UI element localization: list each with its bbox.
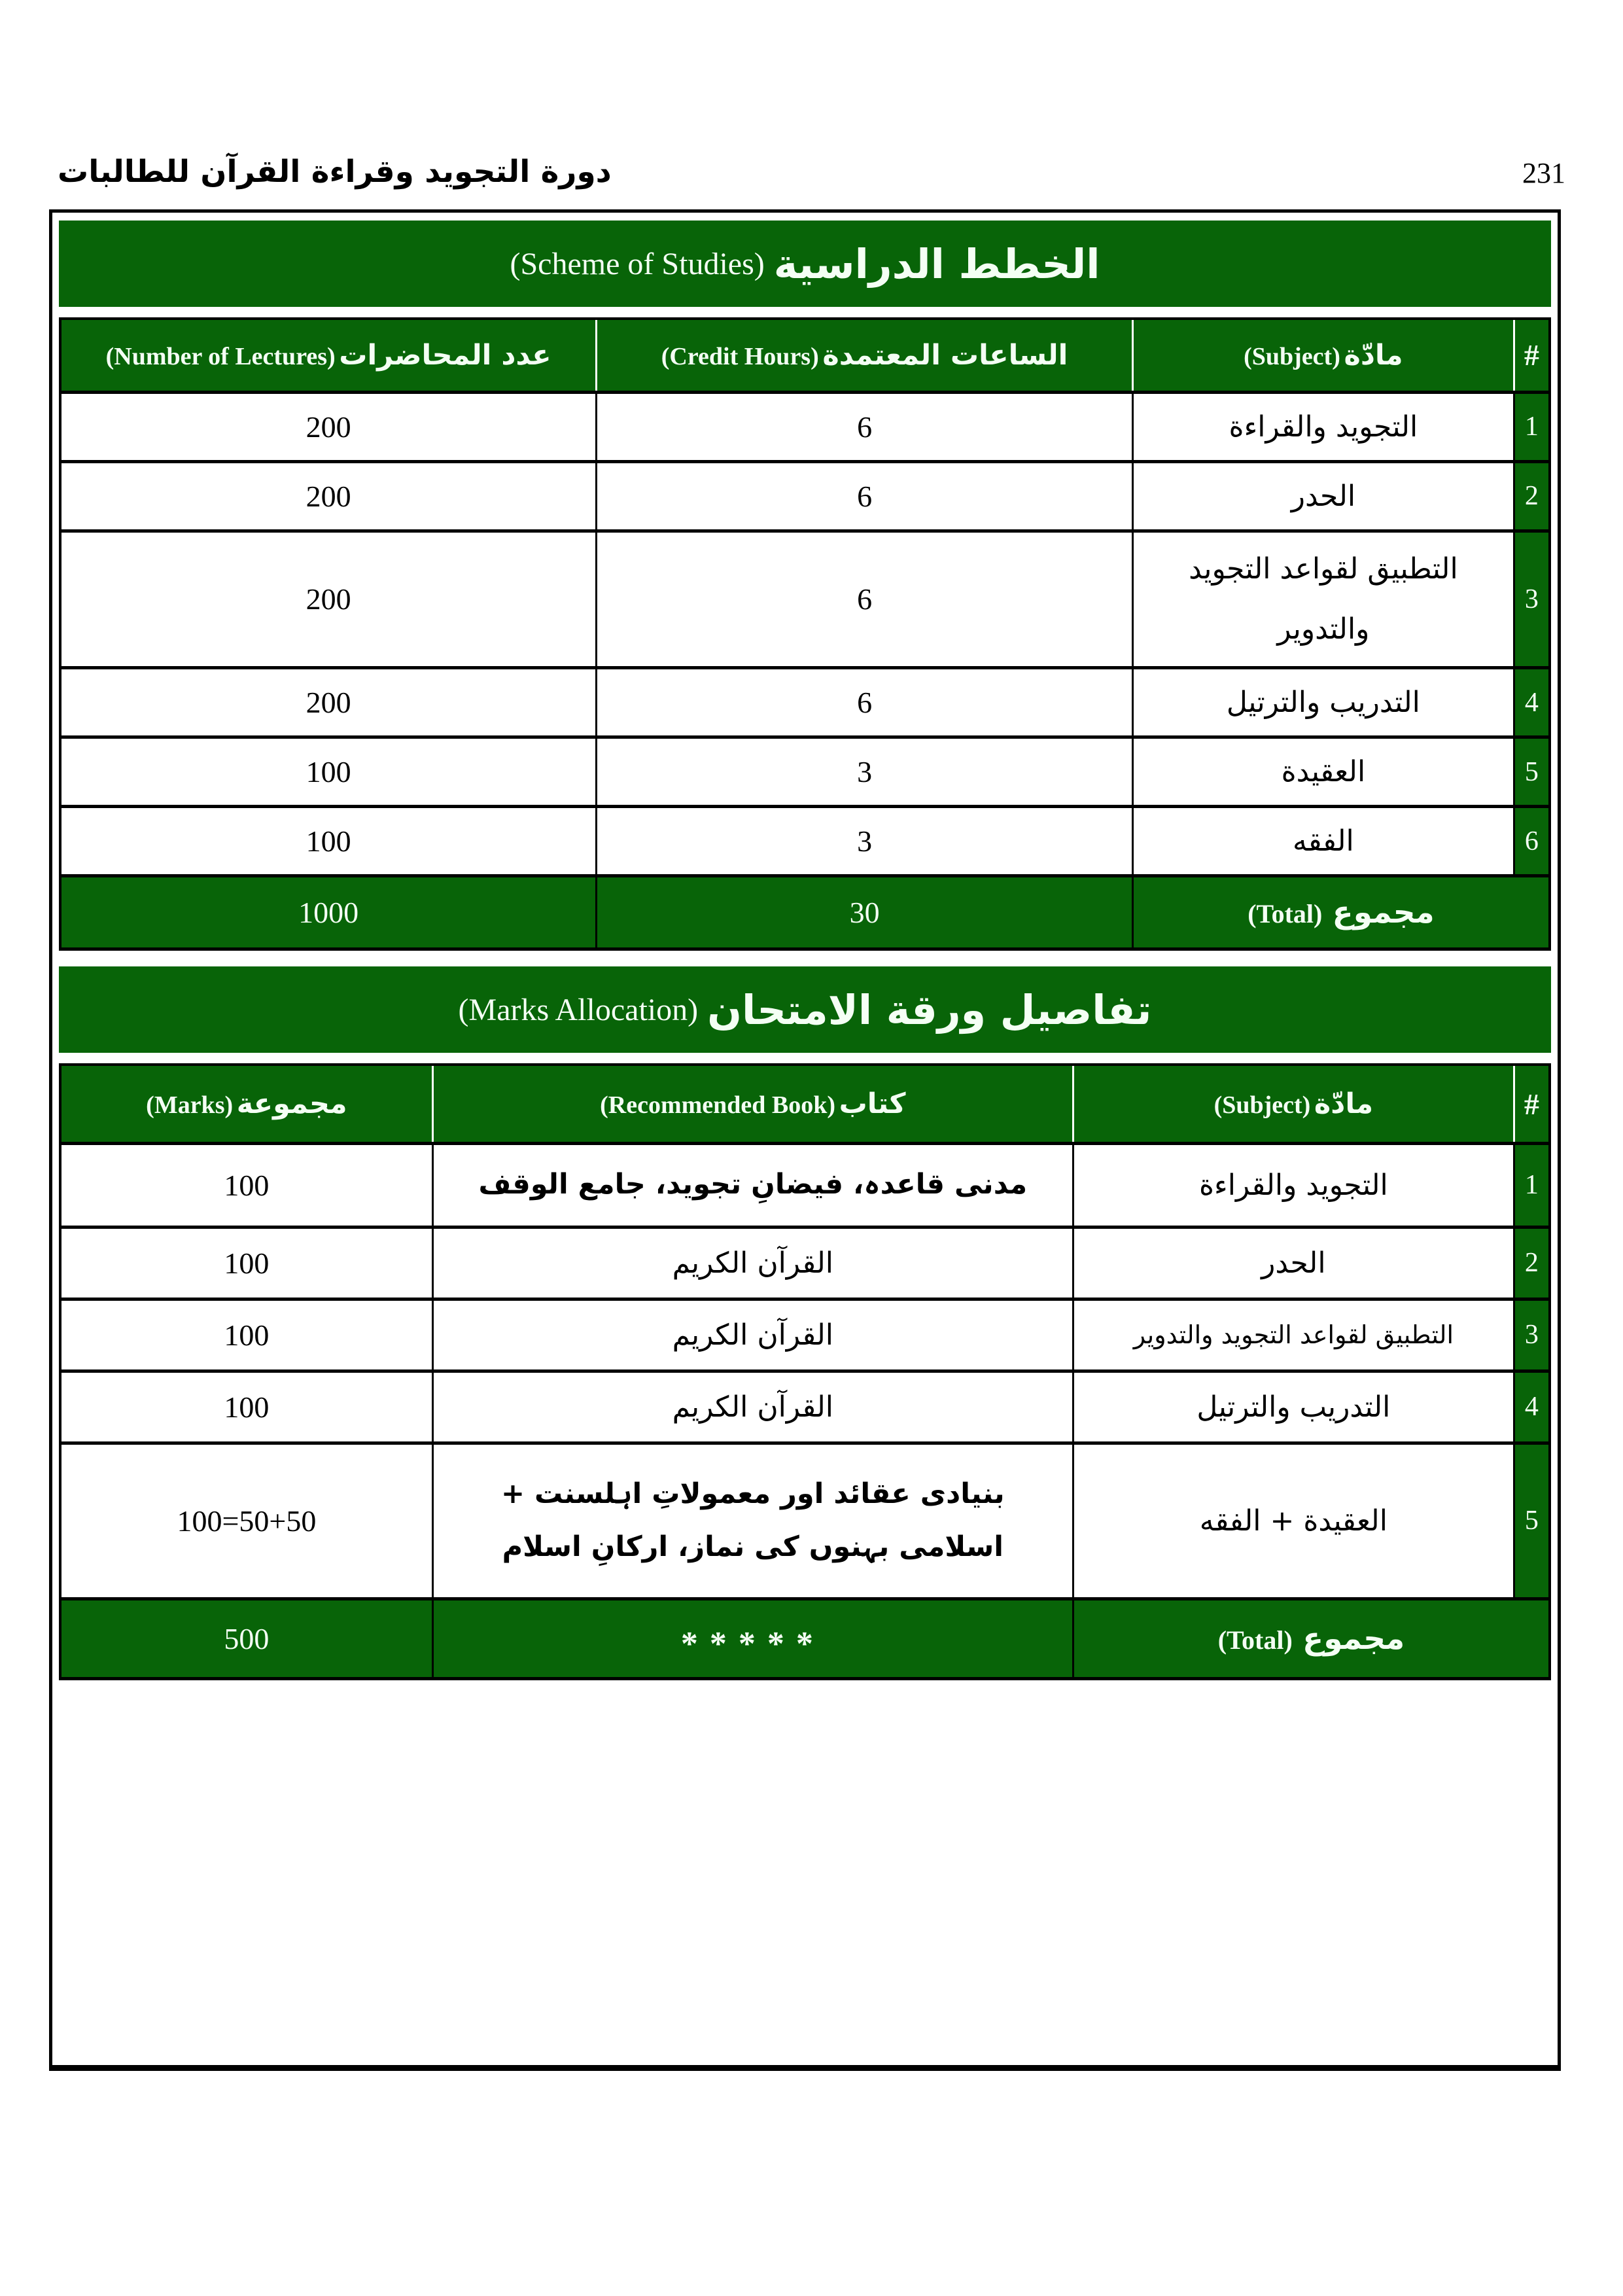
table-row xyxy=(60,461,1550,531)
total-row xyxy=(60,1598,1550,1678)
lectures-cell: 200 xyxy=(60,461,597,531)
subject-cell: التطبيق لقواعد التجويد والتدوير xyxy=(1132,531,1514,668)
row-number-cell: 1 xyxy=(1514,1143,1550,1227)
marks-cell: 100=50+50 xyxy=(60,1443,432,1598)
subject-cell: العقيدة + الفقه xyxy=(1073,1443,1514,1598)
book-header-arabic: كتاب xyxy=(839,1087,906,1121)
marks-header-arabic: مجموعة xyxy=(236,1087,347,1121)
banner-arabic-text: الخطط الدراسية xyxy=(773,239,1100,288)
column-header-subject xyxy=(1132,319,1514,392)
row-number-cell: 5 xyxy=(1514,1443,1550,1598)
table-row xyxy=(60,1299,1550,1371)
page-header xyxy=(0,0,1623,190)
subject-header-english: (Subject) xyxy=(1244,342,1340,370)
marks-cell: 100 xyxy=(60,1299,432,1371)
row-number-cell: 2 xyxy=(1514,461,1550,531)
subject-header-english: (Subject) xyxy=(1213,1091,1311,1120)
total-row xyxy=(60,876,1550,949)
lectures-cell: 200 xyxy=(60,392,597,461)
credit-hours-cell: 3 xyxy=(597,737,1133,807)
lectures-cell: 100 xyxy=(60,807,597,876)
hours-header-english: (Credit Hours) xyxy=(661,342,819,370)
subject-cell: التدريب والترتيل xyxy=(1073,1371,1514,1443)
row-number-cell: 4 xyxy=(1514,668,1550,737)
credit-hours-cell: 6 xyxy=(597,531,1133,668)
column-header-book xyxy=(432,1065,1073,1143)
table-row xyxy=(60,1371,1550,1443)
lectures-cell: 200 xyxy=(60,531,597,668)
hours-header-arabic: الساعات المعتمدة xyxy=(822,338,1068,372)
marks-allocation-table xyxy=(59,1063,1551,1680)
subject-cell: التجويد والقراءة xyxy=(1132,392,1514,461)
subject-cell: الفقه xyxy=(1132,807,1514,876)
subject-cell: التطبيق لقواعد التجويد والتدوير xyxy=(1073,1299,1514,1371)
table-row xyxy=(60,668,1550,737)
credit-hours-cell: 6 xyxy=(597,461,1133,531)
marks-header-english: (Marks) xyxy=(146,1091,234,1120)
banner-english-text: (Marks Allocation) xyxy=(458,992,699,1027)
marks-cell: 100 xyxy=(60,1371,432,1443)
lectures-cell: 100 xyxy=(60,737,597,807)
scheme-of-studies-table xyxy=(59,317,1551,951)
row-number-cell: 6 xyxy=(1514,807,1550,876)
book-cell: بنیادی عقائد اور معمولاتِ اہلسنت + اسلامی بہنوں کی نماز، ارکانِ اسلام xyxy=(432,1443,1073,1598)
table-row xyxy=(60,807,1550,876)
column-header-credit-hours xyxy=(597,319,1133,392)
content-frame xyxy=(49,209,1561,2071)
column-header-lectures xyxy=(60,319,597,392)
table-row xyxy=(60,1227,1550,1299)
credit-hours-cell: 6 xyxy=(597,392,1133,461)
banner-english-text: (Scheme of Studies) xyxy=(510,246,765,281)
table-row xyxy=(60,737,1550,807)
marks-cell: 100 xyxy=(60,1227,432,1299)
row-number-cell: 5 xyxy=(1514,737,1550,807)
total-label-arabic: مجموع xyxy=(1332,894,1435,931)
credit-hours-cell: 6 xyxy=(597,668,1133,737)
total-marks-cell: 500 xyxy=(60,1598,432,1678)
book-cell: القرآن الكريم xyxy=(432,1227,1073,1299)
marks-allocation-banner xyxy=(59,966,1551,1053)
book-cell: القرآن الكريم xyxy=(432,1371,1073,1443)
total-label-english: (Total) xyxy=(1248,899,1323,929)
lectures-header-arabic: عدد المحاضرات xyxy=(339,338,551,372)
row-number-cell: 3 xyxy=(1514,531,1550,668)
row-number-cell: 1 xyxy=(1514,392,1550,461)
subject-cell: الحدر xyxy=(1073,1227,1514,1299)
lectures-cell: 200 xyxy=(60,668,597,737)
banner-arabic-text: تفاصيل ورقة الامتحان xyxy=(707,985,1152,1034)
subject-header-arabic: مادّة xyxy=(1344,338,1403,372)
total-lectures-cell: 1000 xyxy=(60,876,597,949)
row-number-cell: 4 xyxy=(1514,1371,1550,1443)
scheme-of-studies-banner xyxy=(59,221,1551,307)
table-row xyxy=(60,1143,1550,1227)
column-header-subject xyxy=(1073,1065,1514,1143)
total-book-cell: ***** xyxy=(432,1598,1073,1678)
book-header-english: (Recommended Book) xyxy=(600,1091,836,1120)
total-credit-hours-cell: 30 xyxy=(597,876,1133,949)
total-label-cell xyxy=(1073,1598,1550,1678)
table-header-row xyxy=(60,319,1550,392)
row-number-cell: 3 xyxy=(1514,1299,1550,1371)
column-header-number: # xyxy=(1514,1065,1550,1143)
page-number: 231 xyxy=(1522,157,1565,189)
subject-cell: التجويد والقراءة xyxy=(1073,1143,1514,1227)
table-header-row xyxy=(60,1065,1550,1143)
row-number-cell: 2 xyxy=(1514,1227,1550,1299)
table-row xyxy=(60,1443,1550,1598)
total-label-cell xyxy=(1132,876,1550,949)
table-row xyxy=(60,531,1550,668)
subject-cell: العقيدة xyxy=(1132,737,1514,807)
marks-cell: 100 xyxy=(60,1143,432,1227)
book-cell: القرآن الكريم xyxy=(432,1299,1073,1371)
total-label-english: (Total) xyxy=(1217,1625,1293,1655)
subject-header-arabic: مادّة xyxy=(1314,1087,1374,1121)
lectures-header-english: (Number of Lectures) xyxy=(105,342,336,370)
subject-cell: الحدر xyxy=(1132,461,1514,531)
page-title: دورة التجويد وقراءة القرآن للطالبات xyxy=(58,154,612,190)
credit-hours-cell: 3 xyxy=(597,807,1133,876)
column-header-marks xyxy=(60,1065,432,1143)
subject-cell: التدريب والترتيل xyxy=(1132,668,1514,737)
table-row xyxy=(60,392,1550,461)
total-label-arabic: مجموع xyxy=(1302,1620,1405,1657)
column-header-number: # xyxy=(1514,319,1550,392)
book-cell: مدنی قاعدہ، فیضانِ تجوید، جامع الوقف xyxy=(432,1143,1073,1227)
